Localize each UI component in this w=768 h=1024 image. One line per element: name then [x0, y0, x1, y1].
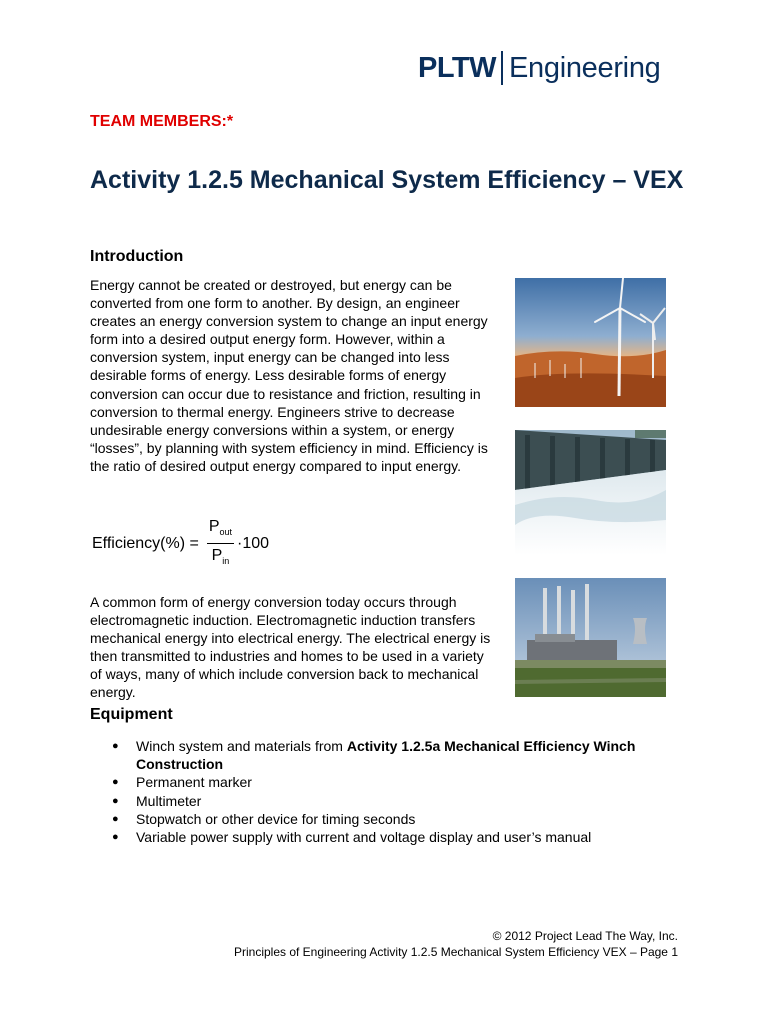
list-item: ● Stopwatch or other device for timing seconds: [90, 810, 690, 828]
pltw-engineering-logo: [418, 48, 661, 88]
list-item: ● Variable power supply with current and voltage display and user’s manual: [90, 828, 690, 846]
efficiency-formula: [92, 518, 269, 570]
introduction-paragraph: Energy cannot be created or destroyed, but energy can be converted from one form to another. By design, an engineer creates an energy conversion system to change an input energy form into a desired output energy form. However, within a conversion system, input energy can be changed into less desirable forms of energy. Less desirable forms of energy conversion can occur due to resistance and friction, resulting in conversion to thermal energy. Engineers strive to decrease undesirable energy conversions within a system, or energy “losses”, by planning with system efficiency in mind. Efficiency is the ratio of desired output energy compared to input energy.: [90, 277, 488, 474]
page-title: Activity 1.2.5 Mechanical System Efficiency – VEX: [90, 166, 684, 194]
introduction-heading: Introduction: [90, 248, 184, 265]
footer-copyright: © 2012 Project Lead The Way, Inc.: [492, 929, 678, 943]
equipment-heading: Equipment: [90, 706, 173, 723]
logo-word: Engineering: [509, 51, 661, 84]
team-members-label: TEAM MEMBERS:*: [90, 113, 234, 130]
formula-denominator: $P_{in}$: [211, 547, 230, 567]
wind-turbines-photo: [515, 278, 666, 407]
page-footer: [234, 928, 678, 960]
power-plant-photo: [515, 578, 666, 697]
dam-spillway-photo: [515, 430, 666, 555]
list-item: ● Winch system and materials from Activity 1.2.5a Mechanical Efficiency Winch Construction: [90, 737, 690, 773]
list-item: ● Permanent marker: [90, 773, 690, 791]
logo-brand: PLTW: [418, 51, 496, 84]
formula-numerator: $P_{out}$: [207, 518, 234, 544]
footer-page-line: Principles of Engineering Activity 1.2.5 Mechanical System Efficiency VEX – Page 1: [233, 945, 678, 959]
induction-paragraph: A common form of energy conversion today occurs through electromagnetic induction. Electromagnetic induction transfers mechanical energy into electrical energy. The electrical energy is then transmitted to industries and homes to be used in a variety of ways, many of which include conversion back to mechanical energy.: [90, 594, 491, 701]
formula-lhs: Efficiency(%) =: [92, 535, 199, 553]
logo-divider: [501, 51, 503, 85]
formula-factor: ·100: [237, 535, 270, 553]
formula-fraction: [207, 518, 234, 570]
list-item: ● Multimeter: [90, 792, 690, 810]
equipment-list: [90, 737, 690, 846]
